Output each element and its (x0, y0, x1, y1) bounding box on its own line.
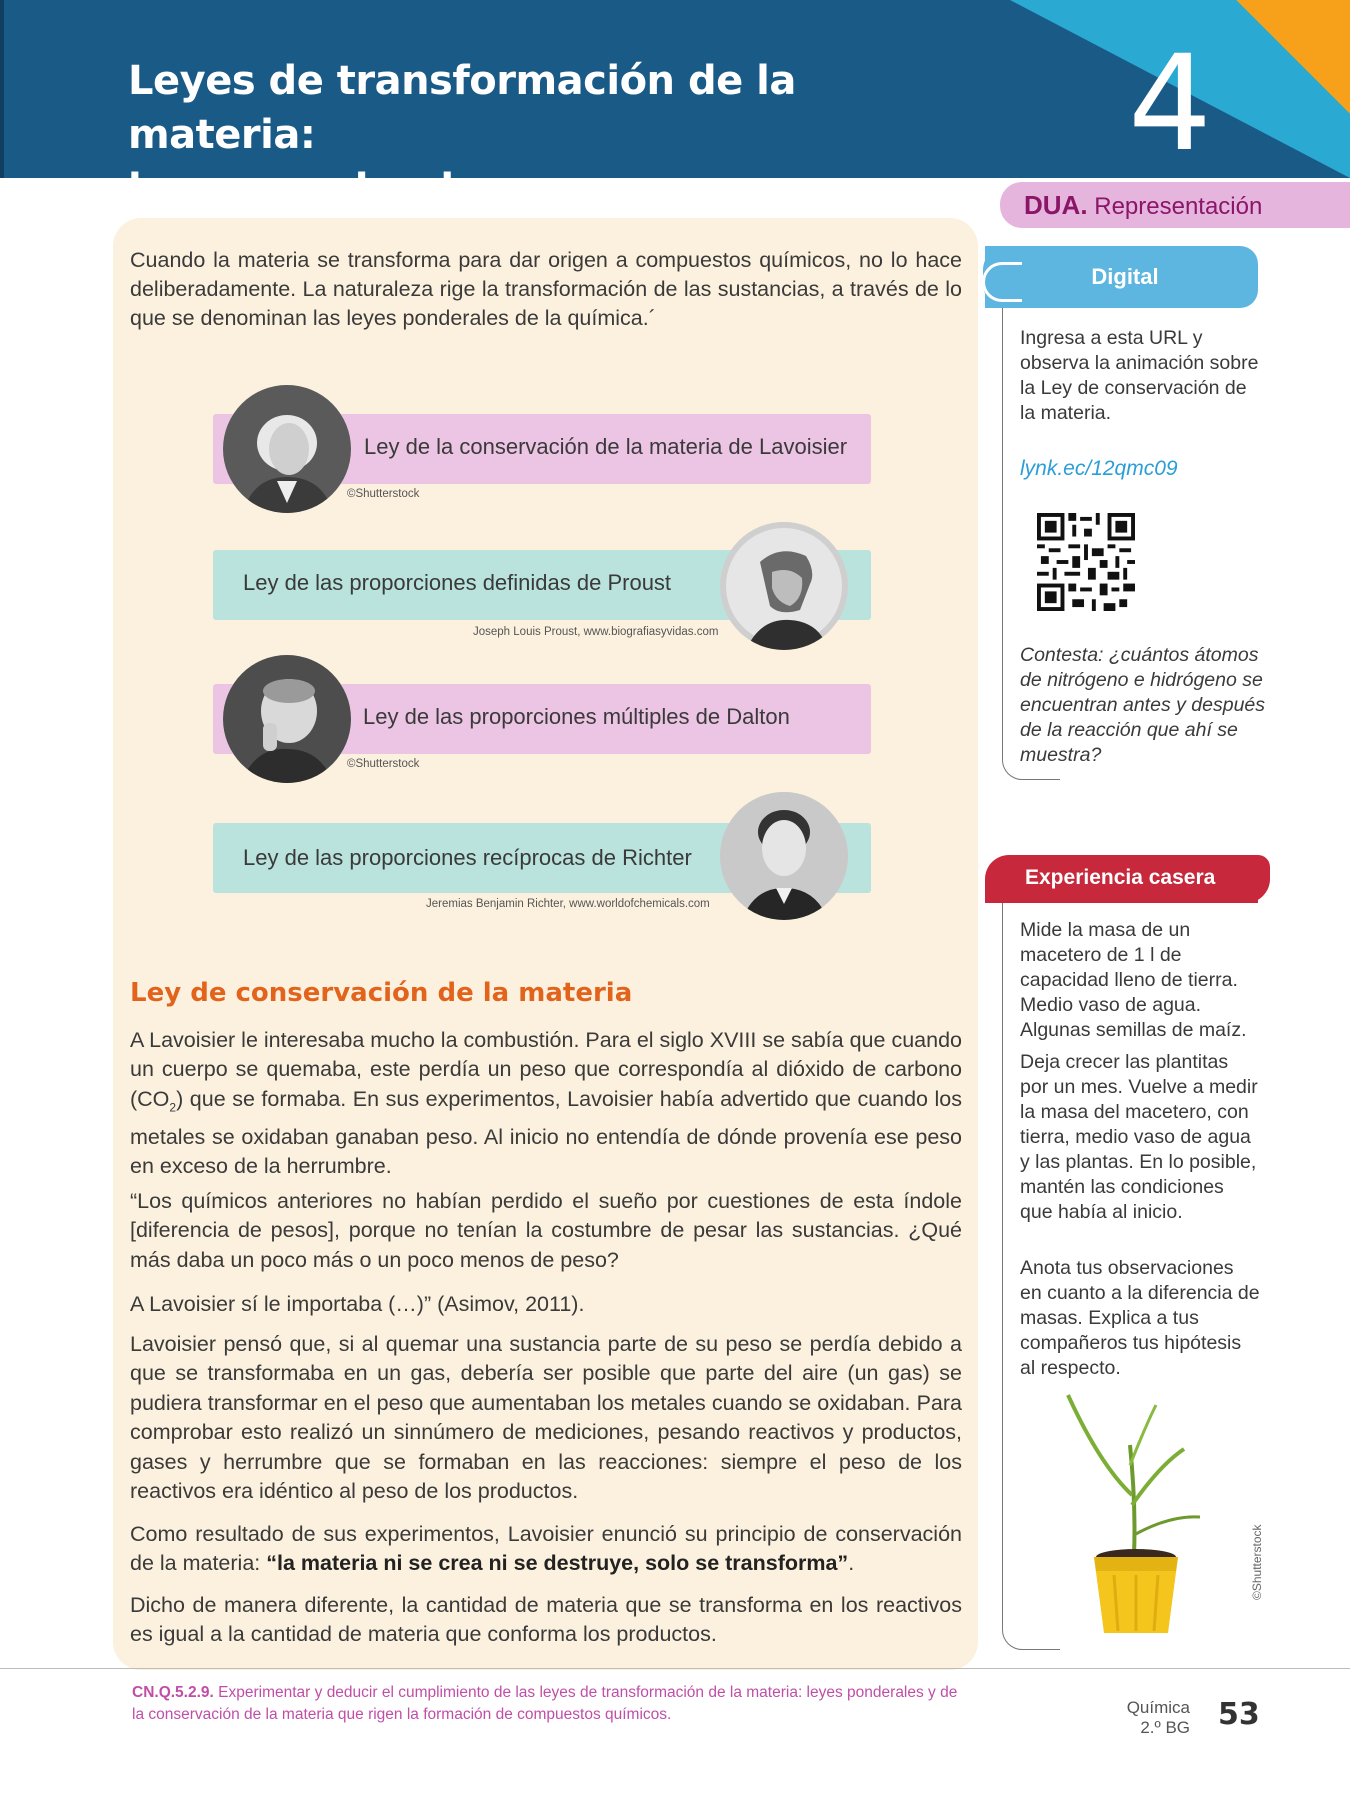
digital-label: Digital (1091, 264, 1159, 289)
header-edge (0, 0, 4, 178)
credit-proust: Joseph Louis Proust, www.biografiasyvidas.com (473, 626, 719, 638)
page-title-line1: Leyes de transformación de la materia: (128, 58, 796, 158)
paragraph-citation: A Lavoisier sí le importaba (…)” (Asimov, 2011). (130, 1292, 585, 1316)
proust-portrait (720, 522, 848, 650)
section-title: Ley de conservación de la materia (130, 978, 633, 1008)
intro-paragraph: Cuando la materia se transforma para dar origen a compuestos químicos, no lo hace deliberadamente. La naturaleza rige la transformación de las sustancias, a través de lo que se denominan las leyes ponderales de la química.´ (130, 248, 962, 330)
paragraph-conclusion: Dicho de manera diferente, la cantidad de materia que se transforma en los reactivos es igual a la cantidad de materia que conforma los productos. (130, 1593, 962, 1647)
principle-intro: Como resultado de sus experimentos, Lavoisier enunció su principio de conservación de la materia: (130, 1522, 962, 1576)
digital-hook-icon (982, 262, 1022, 302)
paragraph-combustion (130, 1026, 962, 1181)
experiencia-label: Experiencia casera (1025, 866, 1216, 889)
page-number: 53 (1218, 1697, 1260, 1732)
paragraph-principle (130, 1520, 962, 1579)
co2-subscript: 2 (169, 1100, 177, 1115)
digital-instructions: Ingresa a esta URL y observa la animación sobre la Ley de conservación de la materia. (1020, 327, 1259, 424)
page-title (128, 54, 948, 216)
curriculum-skill (132, 1682, 972, 1726)
richter-portrait (720, 792, 848, 920)
corn-plant-image (1060, 1385, 1210, 1635)
dalton-portrait (223, 655, 351, 783)
paragraph-combustion-a: A Lavoisier le interesaba mucho la combustión. Para el siglo XVIII se sabía que cuando un cuerpo se quemaba, este perdía un peso que correspondía al dióxido de carbono (CO (130, 1028, 962, 1111)
skill-description: Experimentar y deducir el cumplimiento de las leyes de transformación de la materia: leyes ponderales y de la conservación de la materia que rigen la formación de compuestos químicos. (132, 1684, 958, 1723)
credit-lavoisier: ©Shutterstock (347, 488, 420, 500)
dua-label (1024, 190, 1262, 221)
experiencia-observations: Anota tus observaciones en cuanto a la diferencia de masas. Explica a tus compañeros tus hipótesis al respecto. (1020, 1257, 1260, 1379)
lavoisier-portrait (223, 385, 351, 513)
law-label-lavoisier: Ley de la conservación de la materia de Lavoisier (364, 434, 848, 459)
qr-code-icon[interactable] (1037, 513, 1135, 611)
page-title-line2: leyes ponderales (128, 166, 504, 212)
digital-link[interactable]: lynk.ec/12qmc09 (1020, 457, 1178, 480)
plant-credit: ©Shutterstock (1250, 1524, 1264, 1600)
subject-label (1108, 1698, 1190, 1738)
law-label-proust: Ley de las proporciones definidas de Proust (243, 570, 672, 595)
credit-richter: Jeremias Benjamin Richter, www.worldofchemicals.com (426, 898, 710, 910)
footer-divider (0, 1668, 1350, 1669)
paragraph-combustion-b: ) que se formaba. En sus experimentos, Lavoisier había advertido que cuando los metales se oxidaban ganaban peso. Al inicio no entendía de dónde provenía ese peso en exceso de la herrumbre. (130, 1086, 962, 1178)
digital-question: Contesta: ¿cuántos átomos de nitrógeno e hidrógeno se encuentran antes y después de la reacción que ahí se muestra? (1020, 644, 1266, 766)
skill-code: CN.Q.5.2.9. (132, 1684, 214, 1701)
credit-dalton: ©Shutterstock (347, 758, 420, 770)
principle-statement: “la materia ni se crea ni se destruye, solo se transforma” (266, 1551, 849, 1576)
law-label-richter: Ley de las proporciones recíprocas de Richter (243, 845, 692, 870)
unit-number: 4 (1128, 27, 1212, 181)
experiencia-materials: Mide la masa de un macetero de 1 l de capacidad lleno de tierra. Medio vaso de agua. Algunas semillas de maíz. (1020, 919, 1247, 1041)
subject-grade: 2.º BG (1140, 1718, 1190, 1737)
paragraph-experiments: Lavoisier pensó que, si al quemar una sustancia parte de su peso se perdía debido a que se transformaba en un gas, debería ser posible que parte del aire (un gas) se pudiera transformar en el peso que aumentaban los metales cuando se oxidaban. Para comprobar esto realizó un sinnúmero de mediciones, pesando reactivos y productos, gases y herrumbre que se formaban en las reacciones: siempre el peso de los reactivos era idéntico al peso de los productos. (130, 1332, 962, 1504)
experiencia-steps: Deja crecer las plantitas por un mes. Vuelve a medir la masa del macetero, con tierra, medio vaso de agua y las plantas. En lo posible, mantén las condiciones que había al inicio. (1020, 1051, 1258, 1223)
dua-text: Representación (1087, 193, 1263, 220)
law-label-dalton: Ley de las proporciones múltiples de Dalton (363, 704, 790, 729)
paragraph-quote: “Los químicos anteriores no habían perdido el sueño por cuestiones de esta índole [diferencia de pesos], porque no tenían la costumbre de pesar las sustancias. ¿Qué más daba un poco más o un poco menos de peso? (130, 1189, 962, 1272)
subject-name: Química (1126, 1698, 1190, 1717)
principle-end: . (848, 1551, 855, 1576)
dua-prefix: DUA. (1024, 190, 1088, 220)
